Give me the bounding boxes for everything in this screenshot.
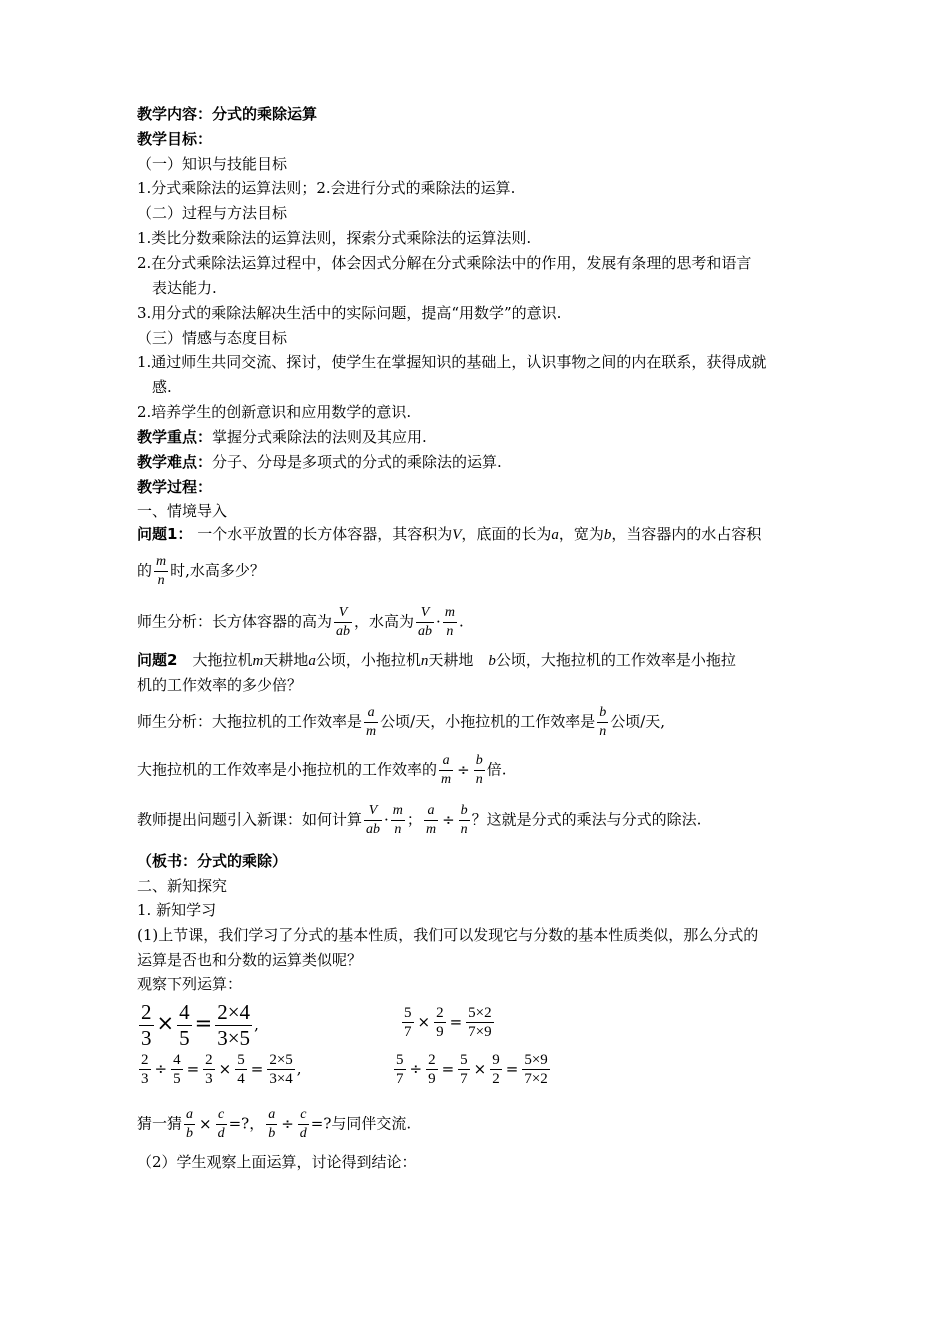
question1-line2 (137, 553, 265, 590)
ex4-frac4-num: 9 (492, 1052, 500, 1068)
ex2-frac2-num: 2 (436, 1005, 444, 1021)
ex3-frac4-num: 5 (237, 1052, 245, 1068)
q2-text3: 公顷，小拖拉机 (315, 651, 421, 669)
intro-text1: 教师提出问题引入新课：如何计算 (137, 810, 363, 829)
guess-line (137, 1106, 411, 1143)
q1-text1: 一个水平放置的长方体容器，其容积为 (192, 525, 453, 543)
ex3-frac1-num: 2 (141, 1052, 149, 1068)
obj2-item2b: 表达能力. (152, 279, 217, 297)
equals-sign: = (194, 1010, 213, 1035)
a2-frac4-den: n (475, 772, 483, 787)
ex4-frac5-den: 7×2 (524, 1071, 548, 1087)
example-div-1 (137, 1051, 302, 1088)
analysis2-line1 (137, 704, 665, 741)
intro-frac2-num: m (392, 803, 403, 818)
section1-title: 一、情境导入 (137, 502, 228, 520)
ex4-frac3-den: 7 (460, 1071, 468, 1087)
ex3-frac2 (171, 1051, 183, 1088)
ex1-frac2 (177, 1000, 192, 1051)
intro-frac1 (364, 802, 382, 839)
a1-frac2-den: ab (418, 624, 433, 639)
ex4-frac1-num: 5 (396, 1052, 404, 1068)
a2-frac3-den: m (441, 772, 452, 787)
ex3-frac5 (267, 1051, 294, 1088)
a1-frac2 (416, 604, 434, 641)
ex3-frac1 (139, 1051, 151, 1088)
ex2-frac3 (466, 1004, 493, 1041)
q1-text6: 时,水高多少？ (170, 561, 265, 580)
ex4-frac1 (394, 1051, 406, 1088)
a1-text2: ，水高为 (354, 612, 415, 631)
a1-text1: 师生分析：长方体容器的高为 (137, 612, 333, 631)
intro-separator: ； (406, 810, 422, 829)
obj3-title: （三）情感与态度目标 (137, 329, 288, 347)
a2-text5: 倍. (486, 760, 507, 779)
equals-sign: = (449, 1012, 463, 1031)
question1-line1 (137, 524, 761, 545)
guess-text2: 与同伴交流. (331, 1114, 412, 1133)
question2-line1 (137, 650, 736, 671)
a2-frac2 (597, 704, 608, 741)
obj3-item1b: 感. (152, 378, 172, 396)
q1-fraction (154, 553, 168, 590)
a1-frac3 (443, 604, 457, 641)
guess-frac3 (266, 1106, 277, 1143)
intro-dot: · (384, 810, 389, 829)
a2-frac1-den: m (366, 724, 377, 739)
a2-frac1 (364, 704, 378, 741)
equals-sign: = (505, 1059, 519, 1078)
equals-sign: = (186, 1059, 200, 1078)
times-sign: × (417, 1012, 431, 1031)
intro-line (137, 802, 701, 839)
divide-sign: ÷ (154, 1059, 168, 1078)
ex4-frac2 (426, 1051, 438, 1088)
key-point (137, 427, 427, 447)
guess-frac2-den: d (217, 1126, 225, 1141)
a2-text4: 大拖拉机的工作效率是小拖拉机的工作效率的 (137, 760, 438, 779)
ex2-frac1-num: 5 (404, 1005, 412, 1021)
q2-label: 问题2 (137, 651, 178, 669)
example-mult-large (137, 1000, 259, 1051)
obj1-item: 1.分式乘除法的运算法则；2.会进行分式的乘除法的运算. (137, 179, 516, 197)
ex3-frac5-den: 3×4 (269, 1071, 293, 1087)
ex4-frac1-den: 7 (396, 1071, 404, 1087)
intro-frac4-num: b (460, 803, 468, 818)
comma: , (296, 1059, 302, 1078)
ex3-frac4 (235, 1051, 247, 1088)
ex3-frac3-num: 2 (205, 1052, 213, 1068)
ex3-frac2-num: 4 (173, 1052, 181, 1068)
guess-frac4-den: d (299, 1126, 307, 1141)
a2-text3: 公顷/天, (610, 712, 666, 731)
intro-frac3-num: a (427, 803, 435, 818)
a1-text3: . (458, 612, 464, 631)
ex2-frac2-den: 9 (436, 1024, 444, 1040)
observe-label: 观察下列运算： (137, 975, 243, 993)
ex2-frac2 (434, 1004, 446, 1041)
a2-frac3 (439, 752, 453, 789)
ex3-frac4-den: 4 (237, 1071, 245, 1087)
intro-frac2 (391, 802, 405, 839)
ex1-frac1 (139, 1000, 154, 1051)
intro-frac3 (424, 802, 438, 839)
a2-frac3-num: a (442, 753, 450, 768)
a2-frac4 (474, 752, 485, 789)
a1-dot: · (436, 612, 441, 631)
a1-frac3-num: m (444, 605, 455, 620)
divide-sign: ÷ (457, 760, 470, 779)
guess-frac1-den: b (186, 1126, 194, 1141)
ex1-frac1-num: 2 (141, 1000, 152, 1024)
ex4-frac2-num: 2 (428, 1052, 436, 1068)
ex1-frac3 (215, 1000, 252, 1051)
guess-frac4 (298, 1106, 309, 1143)
intro-frac4 (459, 802, 470, 839)
guess-frac3-den: b (268, 1126, 276, 1141)
q2-text2: 天耕地 (263, 651, 309, 669)
intro-frac1-num: V (368, 803, 378, 818)
key-point-label: 教学重点： (137, 428, 213, 446)
key-point-text: 掌握分式乘除法的法则及其应用. (212, 428, 427, 446)
a1-frac1-num: V (338, 605, 348, 620)
ex3-frac1-den: 3 (141, 1071, 149, 1087)
analysis1 (137, 604, 464, 641)
intro-frac3-den: m (425, 822, 437, 837)
a2-text1: 师生分析：大拖拉机的工作效率是 (137, 712, 363, 731)
ex4-frac3 (458, 1051, 470, 1088)
analysis2-line2 (137, 752, 507, 789)
ex4-frac3-num: 5 (460, 1052, 468, 1068)
ex3-frac3-den: 3 (205, 1071, 213, 1087)
guess-frac2 (216, 1106, 227, 1143)
equals-sign: = (441, 1059, 455, 1078)
a1-frac1-den: ab (336, 624, 351, 639)
guess-frac3-num: a (268, 1107, 276, 1122)
ex4-frac4 (490, 1051, 502, 1088)
guess-eq2: =? (310, 1114, 332, 1133)
q2-var-m: m (252, 653, 264, 669)
guess-frac2-num: c (217, 1107, 225, 1122)
a2-text2: 公顷/天，小拖拉机的工作效率是 (380, 712, 596, 731)
ex3-frac5-num: 2×5 (269, 1052, 293, 1068)
obj2-title: （二）过程与方法目标 (137, 204, 288, 222)
intro-frac1-den: ab (366, 822, 381, 837)
ex4-frac4-den: 2 (492, 1071, 500, 1087)
intro-frac2-den: n (394, 822, 402, 837)
ex4-frac5-num: 5×9 (524, 1052, 548, 1068)
q2-text5: 公顷，大拖拉机的工作效率是小拖拉 (495, 651, 736, 669)
times-sign: × (473, 1059, 487, 1078)
ex2-frac3-num: 5×2 (468, 1005, 492, 1021)
intro-text2: ？这就是分式的乘法与分式的除法. (471, 810, 702, 829)
objectives-heading: 教学目标： (137, 130, 213, 148)
divide-sign: ÷ (281, 1114, 294, 1133)
q2-var-a: a (308, 653, 316, 669)
question2-line2: 机的工作效率的多少倍？ (137, 676, 303, 694)
obj2-item1: 1.类比分数乘除法的运算法则，探索分式乘除法的运算法则. (137, 229, 532, 247)
divide-sign: ÷ (442, 810, 455, 829)
q1-var-b: b (603, 527, 612, 543)
times-sign: × (199, 1114, 212, 1133)
difficulty-text: 分子、分母是多项式的分式的乘除法的运算. (212, 453, 502, 471)
content-heading (137, 104, 317, 124)
a2-frac2-num: b (599, 705, 607, 720)
ex1-frac3-num: 2×4 (217, 1000, 251, 1024)
guess-frac1 (184, 1106, 195, 1143)
q2-var-n: n (420, 653, 429, 669)
q1-text4: ，当容器内的水占容积 (611, 525, 762, 543)
ex1-frac1-den: 3 (141, 1026, 152, 1050)
q2-var-b: b (488, 653, 496, 669)
a1-frac3-den: n (446, 624, 454, 639)
ex3-frac3 (203, 1051, 215, 1088)
guess-frac4-num: c (300, 1107, 307, 1122)
equals-sign: = (250, 1059, 264, 1078)
obj2-item3: 3.用分式的乘除法解决生活中的实际问题，提高“用数学”的意识. (137, 304, 562, 322)
q1-frac-num: m (156, 554, 167, 569)
a1-frac2-num: V (420, 605, 430, 620)
ex2-frac3-den: 7×9 (468, 1024, 492, 1040)
q2-text1: 大拖拉机 (177, 651, 253, 669)
difficulty (137, 452, 502, 472)
ex2-frac1-den: 7 (404, 1024, 412, 1040)
q1-text5: 的 (137, 561, 153, 580)
ex4-frac2-den: 9 (428, 1071, 436, 1087)
q1-var-v: V (452, 527, 462, 543)
divide-sign: ÷ (409, 1059, 423, 1078)
q1-text2: ，底面的长为 (461, 525, 552, 543)
a2-frac1-num: a (367, 705, 375, 720)
ex4-frac5 (522, 1051, 549, 1088)
guess-frac1-num: a (186, 1107, 194, 1122)
ex1-frac3-den: 3×5 (217, 1026, 251, 1050)
times-sign: × (218, 1059, 232, 1078)
a2-frac2-den: n (599, 724, 607, 739)
obj3-item2: 2.培养学生的创新意识和应用数学的意识. (137, 403, 412, 421)
ex1-frac2-den: 5 (179, 1026, 190, 1050)
difficulty-label: 教学难点： (137, 453, 213, 471)
intro-frac4-den: n (460, 822, 468, 837)
section2-para2: （2）学生观察上面运算，讨论得到结论： (137, 1153, 417, 1171)
section2-title: 二、新知探究 (137, 877, 228, 895)
process-heading: 教学过程： (137, 478, 213, 496)
a2-frac4-num: b (475, 753, 483, 768)
q1-text3: ，宽为 (558, 525, 604, 543)
section2-para1a: (1)上节课，我们学习了分式的基本性质，我们可以发现它与分数的基本性质类似，那么分式的 (137, 926, 759, 944)
q1-var-a: a (551, 527, 559, 543)
times-sign: × (156, 1010, 175, 1035)
q2-text4: 天耕地 (428, 651, 489, 669)
example-div-2 (392, 1051, 552, 1088)
board-note: （板书：分式的乘除） (137, 852, 288, 870)
guess-text1: 猜一猜 (137, 1114, 183, 1133)
comma: , (254, 1015, 259, 1034)
ex2-frac1 (402, 1004, 414, 1041)
q1-frac-den: n (157, 573, 165, 588)
ex1-frac2-num: 4 (179, 1000, 190, 1024)
section2-subtitle: 1. 新知学习 (137, 901, 217, 919)
a1-frac1 (334, 604, 352, 641)
example-mult-small (400, 1004, 496, 1041)
content-label: 教学内容： (137, 105, 213, 123)
content-value: 分式的乘除运算 (212, 105, 318, 123)
ex3-frac2-den: 5 (173, 1071, 181, 1087)
guess-eq1: =?， (228, 1114, 265, 1133)
obj1-title: （一）知识与技能目标 (137, 155, 288, 173)
q1-label: 问题1： (137, 525, 193, 543)
section2-para1b: 运算是否也和分数的运算类似呢？ (137, 951, 363, 969)
obj2-item2a: 2.在分式乘除法运算过程中，体会因式分解在分式乘除法中的作用，发展有条理的思考和语言 (137, 254, 752, 272)
obj3-item1a: 1.通过师生共同交流、探讨，使学生在掌握知识的基础上，认识事物之间的内在联系，获得成就 (137, 353, 767, 371)
